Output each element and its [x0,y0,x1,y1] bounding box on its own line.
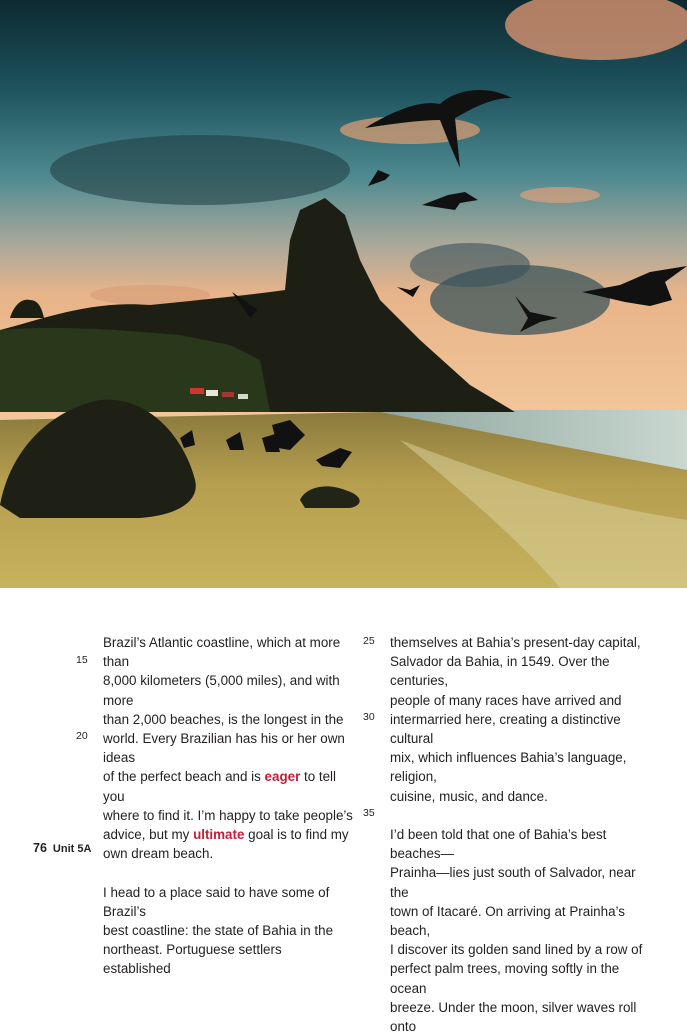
text-line: I discover its golden sand lined by a row of [390,942,643,958]
text-line: own dream beach. [103,846,214,862]
text-line: people of many races have arrived and [390,692,622,708]
text-line: town of Itacaré. On arriving at Prainha’s beach, [390,903,625,939]
paragraph [390,825,646,1036]
unit-label: Unit 5A [52,843,92,855]
paragraph [390,633,646,806]
text-line: Prainha—lies just south of Salvador, near the [390,865,636,900]
paragraph [103,633,353,863]
text-line: cuisine, music, and dance. [390,788,548,804]
text-line: Salvador da Bahia, in 1549. Over the centuries, [390,654,610,689]
page-footer [33,841,91,855]
text-line: perfect palm trees, moving softly in the ocean [390,961,620,996]
text-line: breeze. Under the moon, silver waves roll onto [390,999,637,1035]
text-line: intermarried here, creating a distinctive cultural [390,711,621,747]
text-line: of the perfect beach and is [103,769,265,785]
line-number-25: 25 [363,635,375,647]
text-line: than 2,000 beaches, is the longest in the [103,711,344,727]
text-line: themselves at Bahia’s present-day capital, [390,635,641,650]
line-number-15: 15 [76,654,88,666]
text-line: advice, but my [103,827,194,843]
keyword-eager: eager [264,769,301,785]
left-column [103,633,353,979]
right-column [390,633,646,1036]
text-line: best coastline: the state of Bahia in the [103,923,334,939]
text-line: 8,000 kilometers (5,000 miles), and with more [103,673,340,708]
text-line: to tell you [103,769,337,804]
text-line: I’d been told that one of Bahia’s best beaches— [390,827,607,862]
text-line: I head to a place said to have some of Brazil’s [103,884,330,919]
text-line: goal is to find my [244,827,349,843]
text-line: northeast. Portuguese settlers established [103,942,282,977]
text-line: mix, which influences Bahia’s language, religion, [390,750,627,785]
line-number-35: 35 [363,807,375,819]
line-number-30: 30 [363,711,375,723]
paragraph [103,883,353,979]
text-line: world. Every Brazilian has his or her own ideas [103,731,345,766]
keyword-ultimate: ultimate [193,827,245,843]
text-line: where to find it. I’m happy to take people’s [103,807,353,823]
text-line: Brazil’s Atlantic coastline, which at more than [103,635,341,670]
page-number: 76 [33,841,47,855]
line-number-20: 20 [76,730,88,742]
